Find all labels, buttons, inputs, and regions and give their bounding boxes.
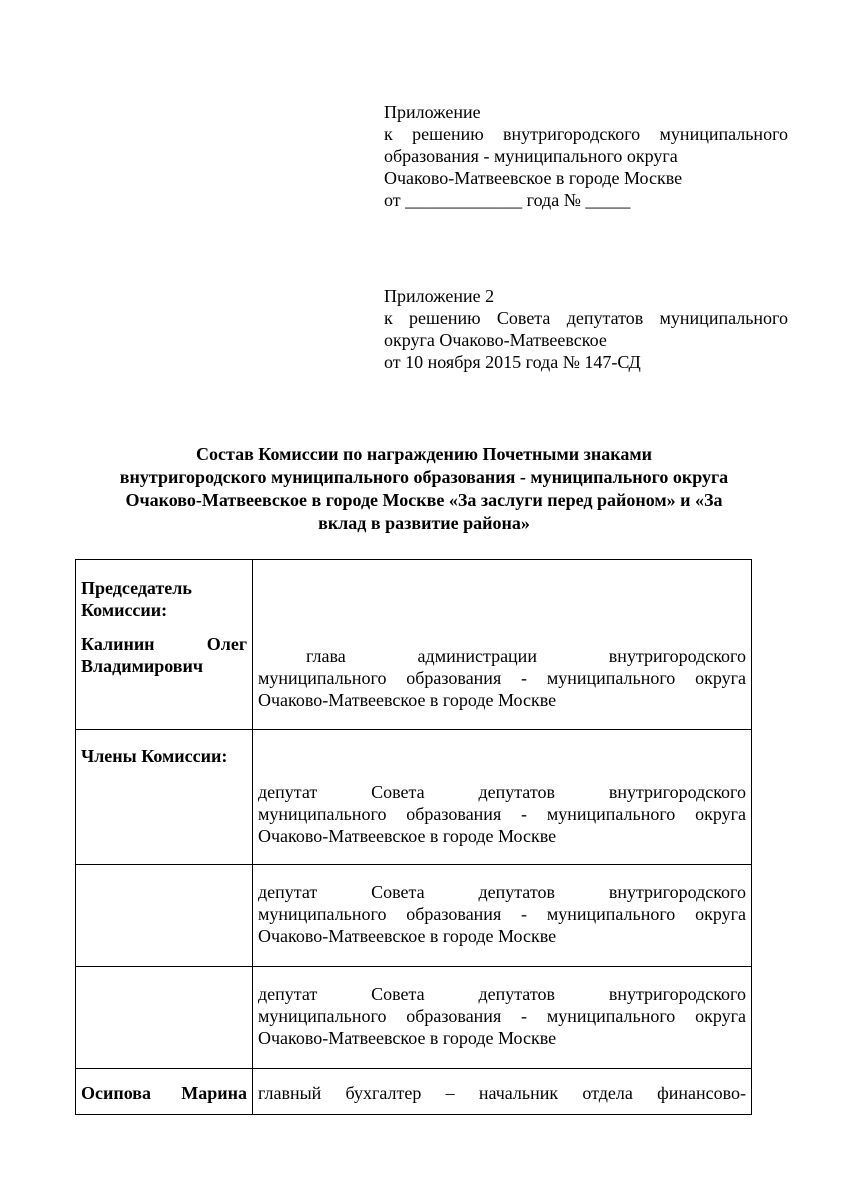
position-text: главный бухгалтер – начальник отдела финансово-	[258, 1083, 746, 1103]
position-text: муниципального образования - муниципального округа	[258, 904, 746, 924]
position-text: муниципального образования - муниципального округа	[258, 668, 746, 688]
table-cell-position	[253, 730, 752, 865]
appendix-2-line: к решению Совета депутатов муниципального	[384, 308, 788, 328]
member-name: Калинин Олег	[81, 634, 247, 654]
appendix-1-line: от _____________ года № _____	[384, 190, 631, 210]
appendix-1-block	[384, 101, 788, 211]
table-row	[76, 865, 752, 967]
position-text: депутат Совета депутатов внутригородского	[258, 782, 746, 802]
table-row	[76, 967, 752, 1069]
table-row	[76, 1069, 752, 1115]
role-heading: Комиссии:	[81, 600, 168, 620]
table-cell-role	[76, 730, 253, 865]
role-heading: Председатель	[81, 578, 192, 598]
appendix-2-line: округа Очаково-Матвеевское	[384, 330, 607, 350]
table-cell-position	[253, 865, 752, 967]
member-name: Осипова Марина	[81, 1083, 247, 1103]
appendix-1-line: Приложение	[384, 102, 481, 122]
appendix-1-line: образования - муниципального округа	[384, 146, 678, 166]
table-cell-position	[253, 560, 752, 730]
position-text: Очаково-Матвеевское в городе Москве	[258, 926, 557, 946]
position-text: глава администрации внутригородского	[306, 646, 746, 666]
appendix-2-line: Приложение 2	[384, 286, 495, 306]
appendix-2-block	[384, 285, 788, 373]
member-name: Владимирович	[81, 656, 204, 676]
title-line: вклад в развитие района»	[318, 513, 530, 533]
table-cell-role	[76, 1069, 253, 1115]
title-line: внутригородского муниципального образования - муниципального округа	[119, 467, 729, 487]
appendix-2-line: от 10 ноября 2015 года № 147-СД	[384, 352, 641, 372]
position-text: Очаково-Матвеевское в городе Москве	[258, 690, 557, 710]
position-text: муниципального образования - муниципального округа	[258, 804, 746, 824]
role-heading: Члены Комиссии:	[81, 746, 228, 766]
table-row-chairman	[76, 560, 752, 730]
table-cell-position	[253, 1069, 752, 1115]
title-line: Состав Комиссии по награждению Почетными знаками	[196, 444, 652, 464]
commission-members-table	[75, 559, 752, 1115]
appendix-1-line: к решению внутригородского муниципального	[384, 124, 788, 144]
table-cell-position	[253, 967, 752, 1069]
title-line: Очаково-Матвеевское в городе Москве «За заслуги перед районом» и «За	[125, 490, 723, 510]
table-cell-role	[76, 865, 253, 967]
position-text: Очаково-Матвеевское в городе Москве	[258, 826, 557, 846]
appendix-1-line: Очаково-Матвеевское в городе Москве	[384, 168, 683, 188]
position-text: депутат Совета депутатов внутригородского	[258, 984, 746, 1004]
position-text: депутат Совета депутатов внутригородского	[258, 882, 746, 902]
table-cell-role	[76, 560, 253, 730]
position-text: муниципального образования - муниципального округа	[258, 1006, 746, 1026]
position-text: Очаково-Матвеевское в городе Москве	[258, 1028, 557, 1048]
table-row-members-heading	[76, 730, 752, 865]
table-cell-role	[76, 967, 253, 1069]
document-title	[60, 443, 788, 535]
